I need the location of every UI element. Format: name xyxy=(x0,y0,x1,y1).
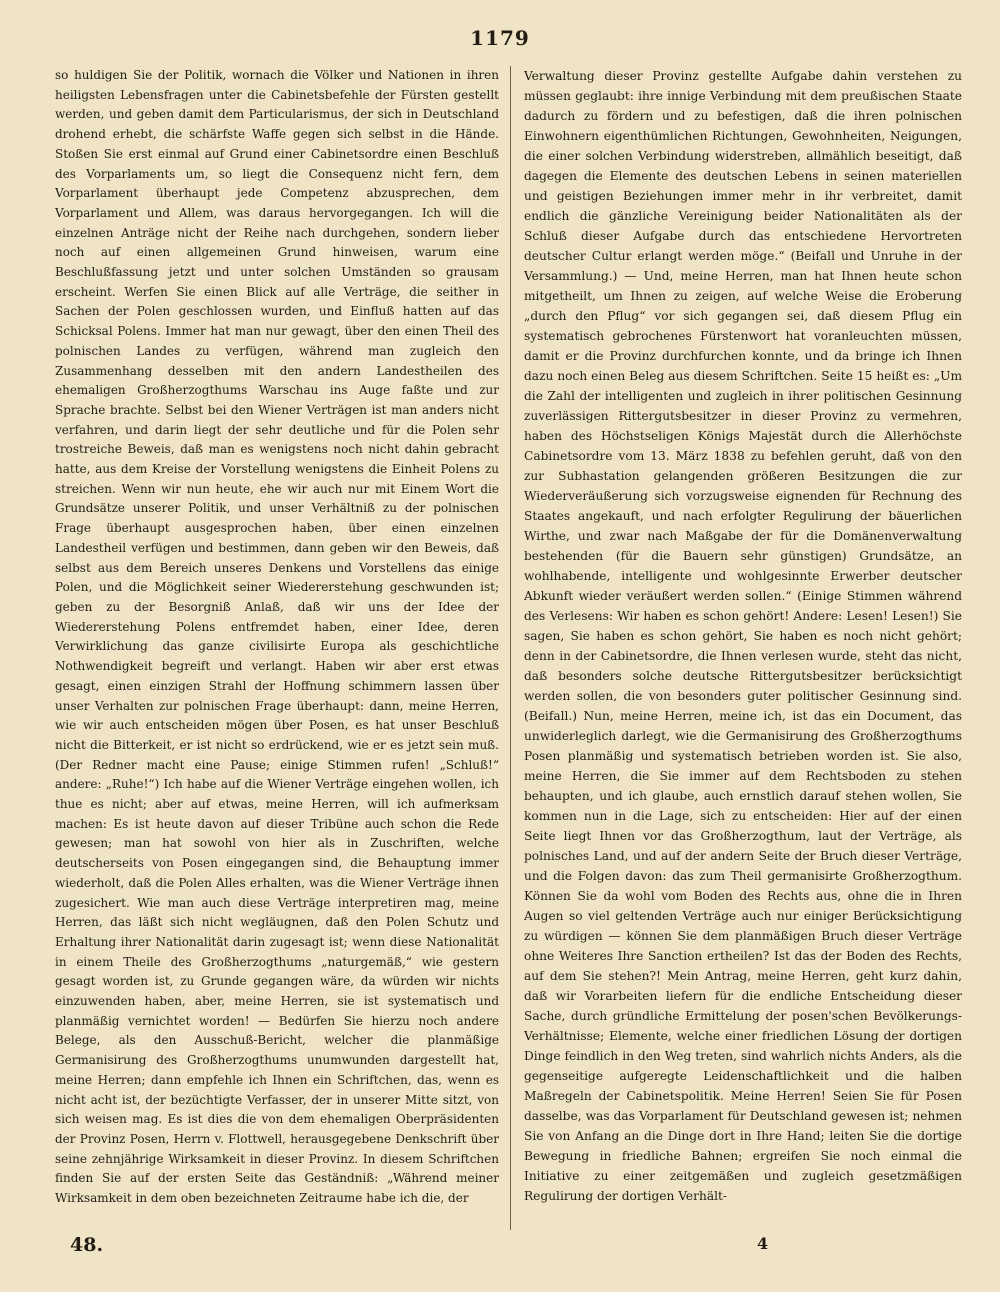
text-column-left xyxy=(55,66,499,1230)
column-divider xyxy=(510,66,511,1230)
text-column-right xyxy=(524,66,962,1230)
right-column-text: Verwaltung dieser Provinz gestellte Aufgabe dahin verstehen zu müssen geglaubt: ihre innige Verbindung mit dem preußischen Staate dadurch zu fördern und zu befestigen, daß die ihren polnischen Einwohnern eigenthümlichen Richtungen, Gewohnheiten, Neigungen, die einer solchen Verbindung widerstreben, allmählich beseitigt, daß dagegen die Elemente des deutschen Lebens in seinen materiellen und geistigen Beziehungen immer mehr in ihr verbreitet, damit endlich die gänzliche Vereinigung beider Nationalitäten als der Schluß dieser Aufgabe durch das entschiedene Hervortreten deutscher Cultur erlangt werden möge.“ (Beifall und Unruhe in der Versammlung.) — Und, meine Herren, man hat Ihnen heute schon mitgetheilt, um Ihnen zu zeigen, auf welche Weise die Eroberung „durch den Pflug“ vor sich gegangen sei, daß diesem Pflug ein systematisch gebrochenes Fürstenwort hat voranleuchten müssen, damit er die Provinz durchfurchen konnte, und da bringe ich Ihnen dazu noch einen Beleg aus diesem Schriftchen. Seite 15 heißt es: „Um die Zahl der intelligenten und zugleich in ihrer politischen Gesinnung zuverlässigen Rittergutsbesitzer in dieser Provinz zu vermehren, haben des Höchstseligen Königs Majestät durch die Allerhöchste Cabinetsordre vom 13. März 1838 zu befehlen geruht, daß von den zur Subhastation gelangenden größeren Besitzungen die zur Wiederveräußerung sich vorzugsweise eignenden für Rechnung des Staates angekauft, und nach erfolgter Regulirung der bäuerlichen Wirthe, und zwar nach Maßgabe der für die Domänenverwaltung bestehenden (für die Bauern sehr günstigen) Grundsätze, an wohlhabende, intelligente und wohlgesinnte Erwerber deutscher Abkunft wieder veräußert werden sollen.“ (Einige Stimmen während des Verlesens: Wir haben es schon gehört! Andere: Lesen! Lesen!) Sie sagen, Sie haben es schon gehört, Sie haben es noch nicht gehört; denn in der Cabinetsordre, die Ihnen verlesen wurde, steht das nicht, daß besonders solche deutsche Rittergutsbesitzer berücksichtigt werden sollen, die von besonders guter politischer Gesinnung sind. (Beifall.) Nun, meine Herren, meine ich, ist das ein Document, das unwiderleglich darlegt, wie die Germanisirung des Großherzogthums Posen planmäßig und systematisch betrieben worden ist. Sie also, meine Herren, die Sie immer auf dem Rechtsboden zu stehen behaupten, und ich glaube, auch ernstlich darauf stehen wollen, Sie kommen nun in die Lage, sich zu entscheiden: Hier auf der einen Seite liegt Ihnen vor das Großherzogthum, laut der Verträge, als polnisches Land, und auf der andern Seite der Bruch dieser Verträge, und die Folgen davon: das zum Theil germanisirte Großherzogthum. Können Sie da wohl vom Boden des Rechts aus, ohne die in Ihren Augen so viel geltenden Verträge auch nur einiger Berücksichtigung zu würdigen — können Sie dem planmäßigen Bruch dieser Verträge ohne Weiteres Ihre Sanction ertheilen? Ist das der Boden des Rechts, auf dem Sie stehen?! Mein Antrag, meine Herren, geht kurz dahin, daß wir Vorarbeiten liefern für die endliche Entscheidung dieser Sache, durch gründliche Ermittelung der posen'schen Bevölkerungs-Verhältnisse; Elemente, welche einer friedlichen Lösung der dortigen Dinge feindlich in den Weg treten, sind wahrlich nichts Anders, als die gegenseitige aufgeregte Leidenschaftlichkeit und die halben Maßregeln der Cabinetspolitik. Meine Herren! Seien Sie für Posen dasselbe, was das Vorparlament für Deutschland gewesen ist; nehmen Sie von Anfang an die Dinge dort in Ihre Hand; leiten Sie die dortige Bewegung in friedliche Bahnen; ergreifen Sie noch einmal die Initiative zu einer zeitgemäßen und zugleich gesetzmäßigen Regulirung der dortigen Verhält- xyxy=(524,69,962,1203)
page-number: 1179 xyxy=(470,26,530,50)
left-column-text: so huldigen Sie der Politik, wornach die Völker und Nationen in ihren heiligsten Lebensfragen unter die Cabinetsbefehle der Fürsten gestellt werden, und geben damit dem Particularismus, der sich in Deutschland drohend erhebt, die schärfste Waffe gegen sich selbst in die Hände. Stoßen Sie erst einmal auf Grund einer Cabinetsordre einen Beschluß des Vorparlaments um, so liegt die Consequenz nicht fern, dem Vorparlament überhaupt jede Competenz abzusprechen, dem Vorparlament und Allem, was daraus hervorgegangen. Ich will die einzelnen Anträge nicht der Reihe nach durchgehen, sondern lieber noch auf einen allgemeinen Grund hinweisen, warum eine Beschlußfassung jetzt und unter solchen Umständen so grausam erscheint. Werfen Sie einen Blick auf alle Verträge, die seither in Sachen der Polen geschlossen wurden, und Einfluß hatten auf das Schicksal Polens. Immer hat man nur gewagt, über den einen Theil des polnischen Landes zu verfügen, während man zugleich den Zusammenhang desselben mit den andern Landestheilen des ehemaligen Großherzogthums Warschau ins Auge faßte und zur Sprache brachte. Selbst bei den Wiener Verträgen ist man anders nicht verfahren, und darin liegt der sehr deutliche und für die Polen sehr trostreiche Beweis, daß man es wenigstens noch nicht dahin gebracht hatte, aus dem Kreise der Vorstellung wenigstens die Einheit Polens zu streichen. Wenn wir nun heute, ehe wir auch nur mit Einem Wort die Grundsätze unserer Politik, und unser Verhältniß zu der polnischen Frage überhaupt ausgesprochen haben, über einen einzelnen Landestheil verfügen und bestimmen, dann geben wir den Beweis, daß selbst aus dem Bereich unseres Denkens und Vorstellens das einige Polen, und die Möglichkeit seiner Wiedererstehung geschwunden ist; geben zu der Besorgniß Anlaß, daß wir uns der Idee der Wiedererstehung Polens entfremdet haben, einer Idee, deren Verwirklichung das ganze civilisirte Europa als geschichtliche Nothwendigkeit begreift und verlangt. Haben wir aber erst etwas gesagt, einen einzigen Strahl der Hoffnung schimmern lassen über unser Verhalten zur polnischen Frage überhaupt: dann, meine Herren, wie wir auch entscheiden mögen über Posen, es hat unser Beschluß nicht die Bitterkeit, er ist nicht so erdrückend, wie er es jetzt sein muß. (Der Redner macht eine Pause; einige Stimmen rufen! „Schluß!“ andere: „Ruhe!“) Ich habe auf die Wiener Verträge eingehen wollen, ich thue es nicht; aber auf etwas, meine Herren, will ich aufmerksam machen: Es ist heute davon auf dieser Tribüne auch schon die Rede gewesen; man hat sowohl von hier als in Zuschriften, welche deutscherseits von Posen eingegangen sind, die Behauptung immer wiederholt, daß die Polen Alles erhalten, was die Wiener Verträge ihnen zugesichert. Wie man auch diese Verträge interpretiren mag, meine Herren, das läßt sich nicht wegläugnen, daß den Polen Schutz und Erhaltung ihrer Nationalität darin zugesagt ist; wenn diese Nationalität in einem Theile des Großherzogthums „naturgemäß,“ wie gestern gesagt worden ist, zu Grunde gegangen wäre, da würden wir nichts einzuwenden haben, aber, meine Herren, sie ist systematisch und planmäßig vernichtet worden! — Bedürfen Sie hierzu noch andere Belege, als den Ausschuß-Bericht, welcher die planmäßige Germanisirung des Großherzogthums unumwunden dargestellt hat, meine Herren; dann empfehle ich Ihnen ein Schriftchen, das, wenn es nicht acht ist, der bezüchtigte Verfasser, der in unserer Mitte sitzt, von sich weisen mag. Es ist dies die von dem ehemaligen Oberpräsidenten der Provinz Posen, Herrn v. Flottwell, herausgegebene Denkschrift über seine zehnjährige Wirksamkeit in dieser Provinz. In diesem Schriftchen finden Sie auf der ersten Seite das Geständniß: „Während meiner Wirksamkeit in dem oben bezeichneten Zeitraume habe ich die, der xyxy=(55,68,499,1206)
sheet-signature-left: 48. xyxy=(70,1234,104,1256)
sheet-signature-right: 4 xyxy=(757,1234,769,1253)
